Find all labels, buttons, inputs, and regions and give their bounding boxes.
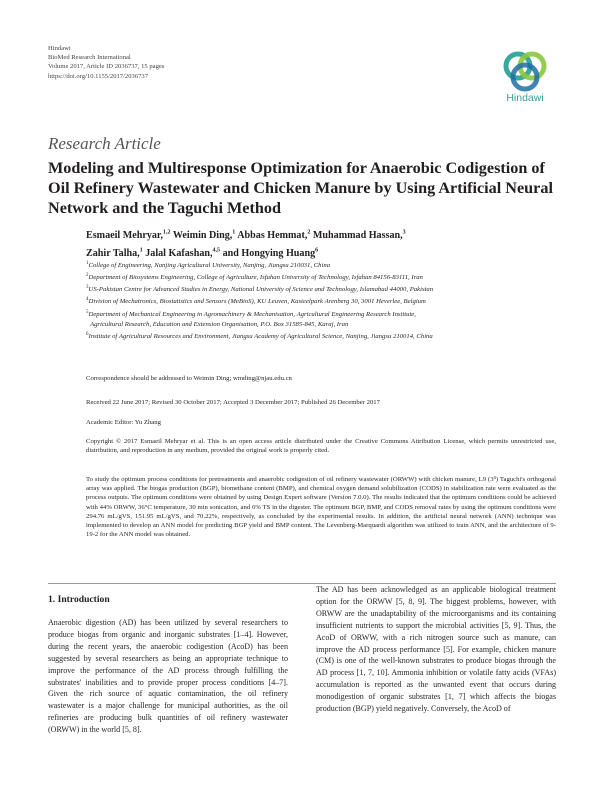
section-heading: 1. Introduction <box>48 594 110 605</box>
intro-left-column: Anaerobic digestion (AD) has been utilized by several researchers to produce biogas from organic and inorganic substrates [1–4]. However, during the recent years, the anaerobic codigestion (AcoD) has been suggested by several researchers as being an appropriate technique to improve the performance of the AD process through fulfilling the substrates' inabilities and to provide proper process conditions [4–7]. Given the rich source of aquatic contamination, the oil refinery wastewater is a major challenge for municipal authorities, as the oil refineries are producing bulk quantities of oil refinery wastewater (ORWW) in the world [5, 8]. <box>48 618 288 735</box>
academic-editor: Academic Editor: Yu Zhang <box>86 419 161 426</box>
doi-link[interactable]: https://doi.org/10.1155/2017/2036737 <box>48 72 149 80</box>
article-type-label: Research Article <box>48 134 161 153</box>
author-name[interactable]: Abbas Hemmat,$^2$ <box>237 230 311 242</box>
article-title: Modeling and Multiresponse Optimization for Anaerobic Codigestion of Oil Refinery Wastewater and Chicken Manure by Using Artificial Neural Network and the Taguchi Method <box>48 159 553 217</box>
journal-info <box>48 44 164 81</box>
author-name[interactable]: Zahir Talha,$^1$ <box>86 247 143 260</box>
journal-name: BioMed Research International <box>48 54 131 62</box>
affiliation: $^6$Institute of Agricultural Resources and Environment, Jiangsu Academy of Agricultural Science, Nanjing, Jiangsu 210014, China <box>86 331 433 340</box>
copyright-notice: Copyright © 2017 Esmaeil Mehryar et al. This is an open access article distributed under the Creative Commons Attribution License, which permits unrestricted use, distribution, and reproduction in any medium, provided the original work is properly cited. <box>86 438 556 455</box>
logo-wordmark: Hindawi <box>506 92 544 104</box>
author-name[interactable]: and Hongying Huang$^6$ <box>222 247 319 260</box>
author-name[interactable]: Muhammad Hassan,$^3$ <box>312 230 406 242</box>
abstract: To study the optimum process conditions for pretreatments and anaerobic codigestion of oil refinery wastewater (ORWW) with chicken manure, L9 (3⁴) Taguchi's orthogonal array was applied. The biogas production (BGP), biomethane content (BMP), and chemical oxygen demand solubilization (CODS) in stabilization rate were evaluated as the process outputs. The optimum conditions were obtained by using Design Expert software (Version 7.0.0). The results indicated that the optimum conditions could be achieved with 44% ORWW, 36°C temperature, 30 min sonication, and 6% TS in the digester. The optimum BGP, BMP, and CODS removal rates by using the optimum conditions were 294.76 mL/gVS, 151.95 mL/gVS, and 70.22%, respectively, as concluded by the experimental results. In addition, the artificial neural network (ANN) technique was implemented to develop an ANN model for predicting BGP yield and BMP content. The Levenberg-Marquardt algorithm was utilized to train ANN, and the architecture of 9-19-2 for the ANN model was obtained. <box>86 476 556 539</box>
author-name[interactable]: Esmaeil Mehryar,$^{1,2}$ <box>86 230 171 242</box>
affiliation: $^5$Department of Mechanical Engineering in Agromachinery & Mechanisation, Agricultural Engineering Research Institute, <box>86 309 416 318</box>
author-name[interactable]: Weimin Ding,$^1$ <box>172 230 236 242</box>
affiliation: $^2$Department of Biosystems Engineering, College of Agriculture, Isfahan University of Technology, Isfahan 84156-83111, Iran <box>86 273 423 282</box>
affiliation: $^4$Division of Mechatronics, Biostatistics and Sensors (MeBioS), KU Leuven, Kasteelpark Arenberg 30, 3001 Heverlee, Belgium <box>86 297 426 306</box>
affiliation-continued: Agricultural Research, Education and Extension Organisation, P.O. Box 31585-845, Karaj, Iran <box>90 320 349 328</box>
affiliation: $^3$US-Pakistan Centre for Advanced Studies in Energy, National University of Science and Technology, Islamabad 44000, Pakistan <box>86 285 434 294</box>
intro-right-column: The AD has been acknowledged as an applicable biological treatment option for the ORWW [5, 8, 9]. The biggest problems, however, with ORWW are the unadaptability of the microorganisms and its containing insufficient nutrients to support the microbial activities [5, 9]. Thus, the AcoD of ORWW, with a rich nitrogen source such as manure, can improve the AD process performance [5]. For example, chicken manure (CM) is one of the well-known substrates to produce biogas through the AD process [1, 7, 10]. Ammonia inhibition or volatile fatty acids (VFAs) accumulation is reported as the unwanted event that occurs during monodigestion of organic substrates [1, 7] which affects the biogas production (BGP) yield negatively. Conversely, the AcoD of <box>316 585 556 714</box>
publication-dates: Received 22 June 2017; Revised 30 October 2017; Accepted 3 December 2017; Published 26 December 2017 <box>86 399 380 406</box>
volume-line: Volume 2017, Article ID 2036737, 15 pages <box>48 63 165 71</box>
correspondence-note: Correspondence should be addressed to Weimin Ding; wmding@njau.edu.cn <box>86 375 292 382</box>
affiliation-list <box>86 259 556 342</box>
affiliation: $^1$College of Engineering, Nanjing Agricultural University, Nanjing, Jiangsu 210031, China <box>86 261 331 270</box>
publisher-line: Hindawi <box>48 45 71 52</box>
author-list <box>86 226 556 262</box>
author-name[interactable]: Jalal Kafashan,$^{4,5}$ <box>145 247 221 260</box>
